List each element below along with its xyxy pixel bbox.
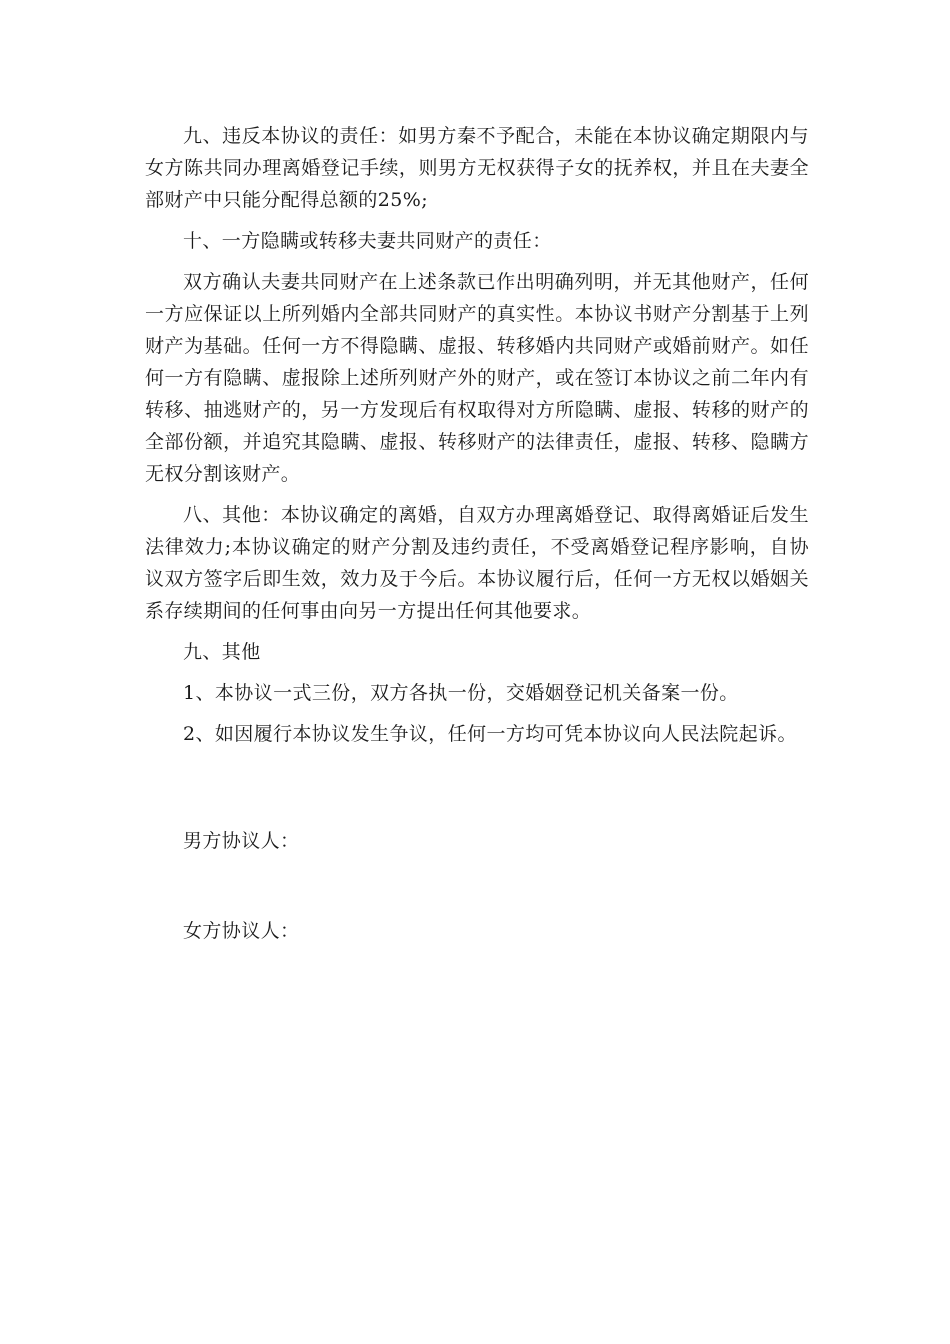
clause-9-other-heading: 九、其他 (183, 641, 261, 663)
male-signatory-label: 男方协议人： (183, 830, 300, 852)
signature-gap (145, 759, 809, 825)
clause-10-body: 双方确认夫妻共同财产在上述条款已作出明确列明，并无其他财产，任何一方应保证以上所列婚内全部共同财产的真实性。本协议书财产分割基于上列财产为基础。任何一方不得隐瞒、虚报、转移婚内共同财产或婚前财产。如任何一方有隐瞒、虚报除上述所列财产外的财产，或在签订本协议之前二年内有转移、抽逃财产的，另一方发现后有权取得对方所隐瞒、虚报、转移的财产的全部份额，并追究其隐瞒、虚报、转移财产的法律责任，虚报、转移、隐瞒方无权分割该财产。 (145, 271, 809, 485)
other-item-1: 1、本协议一式三份，双方各执一份，交婚姻登记机关备案一份。 (183, 682, 739, 704)
clause-8-other: 八、其他：本协议确定的离婚，自双方办理离婚登记、取得离婚证后发生法律效力;本协议确定的财产分割及违约责任，不受离婚登记程序影响，自协议双方签字后即生效，效力及于今后。本协议履行后，任何一方无权以婚姻关系存续期间的任何事由向另一方提出任何其他要求。 (145, 504, 809, 622)
other-item-2: 2、如因履行本协议发生争议，任何一方均可凭本协议向人民法院起诉。 (183, 723, 797, 745)
clause-9-liability: 九、违反本协议的责任：如男方秦不予配合，未能在本协议确定期限内与女方陈共同办理离婚登记手续，则男方无权获得子女的抚养权，并且在夫妻全部财产中只能分配得总额的25%; (145, 125, 809, 211)
document-body (145, 120, 809, 947)
clause-10-heading: 十、一方隐瞒或转移夫妻共同财产的责任： (183, 230, 552, 252)
female-signatory-label: 女方协议人： (183, 920, 300, 942)
signature-gap-2 (145, 857, 809, 915)
